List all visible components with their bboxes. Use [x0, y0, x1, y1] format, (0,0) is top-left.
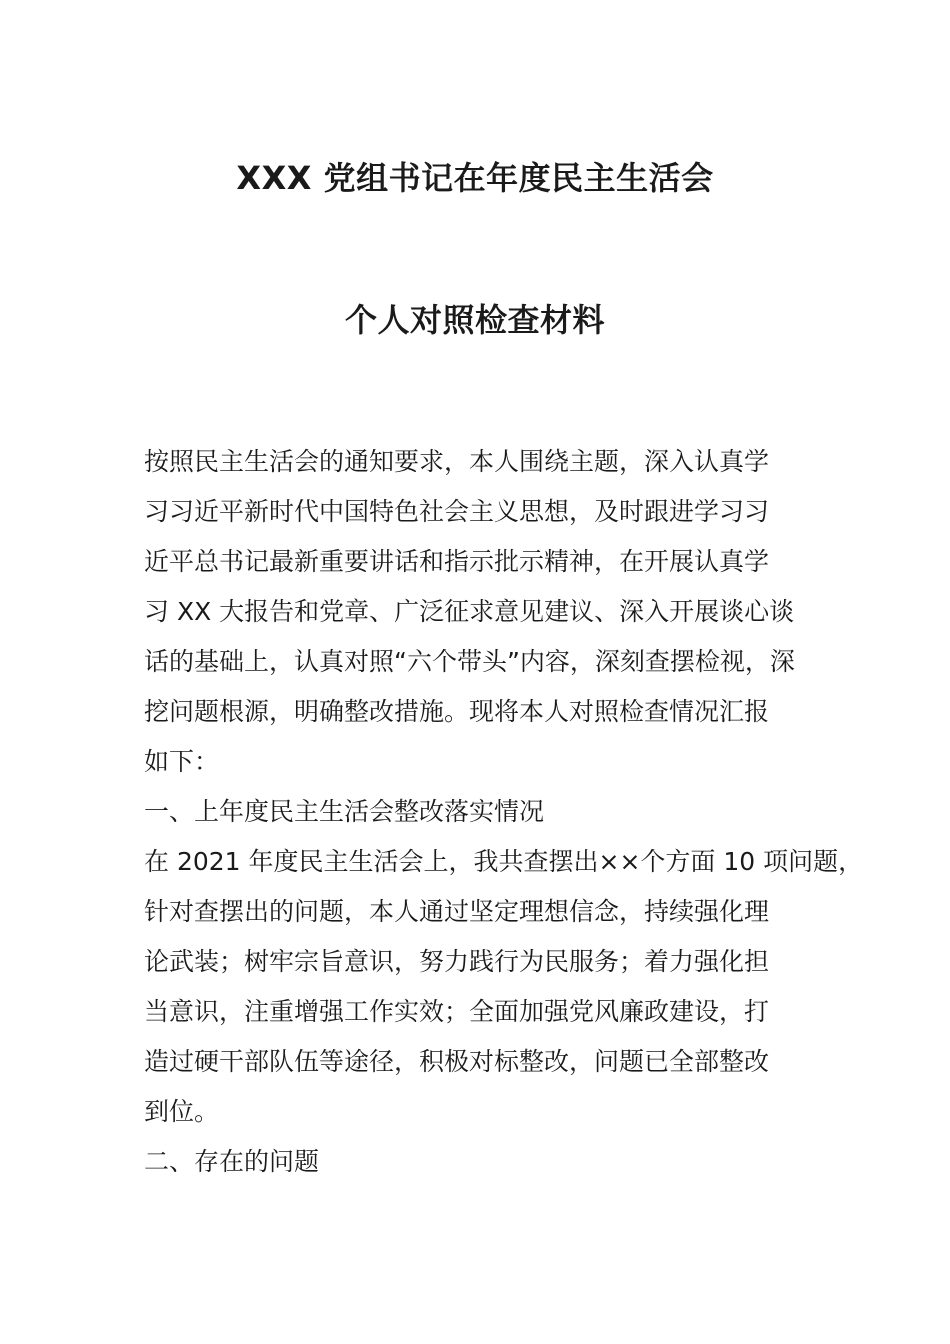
document-body: [144, 437, 864, 1187]
paragraph-line: 如下：: [144, 747, 220, 776]
section-heading-1: 一、上年度民主生活会整改落实情况: [144, 797, 545, 826]
document-title-line-2: 个人对照检查材料: [344, 301, 605, 339]
paragraph-line: 到位。: [144, 1097, 220, 1126]
paragraph-line: 近平总书记最新重要讲话和指示批示精神，在开展认真学: [144, 547, 770, 576]
paragraph-line: 当意识，注重增强工作实效；全面加强党风廉政建设，打: [144, 997, 770, 1026]
paragraph-line: 论武装；树牢宗旨意识，努力践行为民服务；着力强化担: [144, 947, 770, 976]
paragraph-line: 话的基础上，认真对照“六个带头”内容，深刻查摆检视，深: [144, 647, 795, 676]
paragraph-line: 在 2021 年度民主生活会上，我共查摆出××个方面 10 项问题，: [144, 847, 864, 876]
paragraph-line: 习习近平新时代中国特色社会主义思想，及时跟进学习习: [144, 497, 770, 526]
paragraph-line: 习 XX 大报告和党章、广泛征求意见建议、深入开展谈心谈: [144, 597, 795, 626]
paragraph-line: 挖问题根源，明确整改措施。现将本人对照检查情况汇报: [144, 697, 770, 726]
paragraph-line: 针对查摆出的问题，本人通过坚定理想信念，持续强化理: [144, 897, 770, 926]
paragraph-line: 造过硬干部队伍等途径，积极对标整改，问题已全部整改: [144, 1047, 770, 1076]
section-heading-2: 二、存在的问题: [144, 1147, 320, 1176]
paragraph-line: 按照民主生活会的通知要求，本人围绕主题，深入认真学: [144, 447, 770, 476]
document-title-line-1: XXX 党组书记在年度民主生活会: [236, 159, 714, 197]
